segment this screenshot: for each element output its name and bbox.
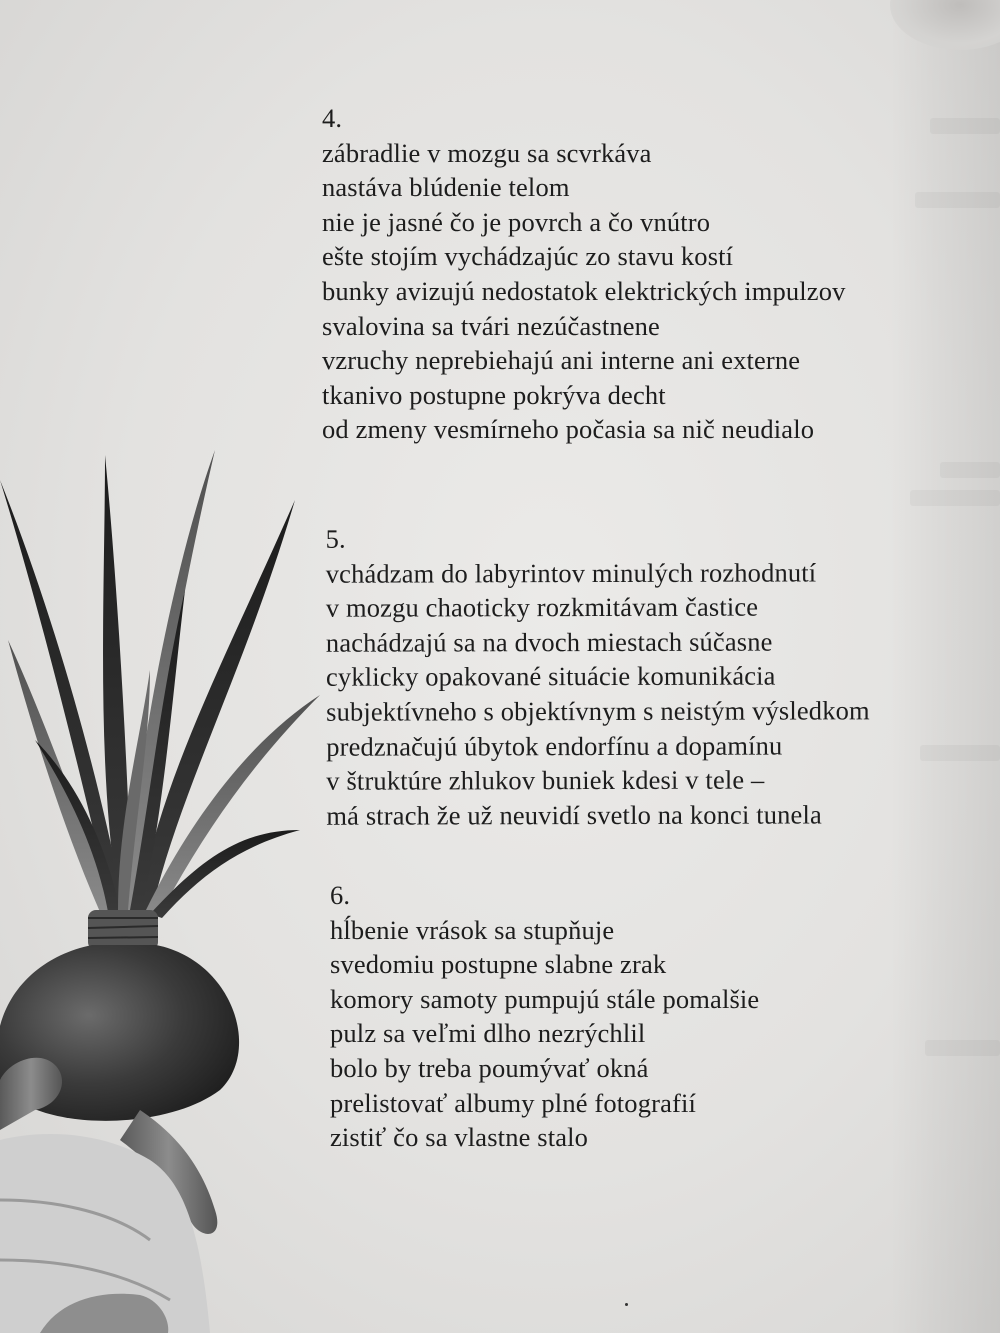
poem-line: komory samoty pumpujú stále pomalšie <box>330 983 760 1014</box>
poem-line: svalovina sa tvári nezúčastnene <box>322 310 660 341</box>
poem-line: subjektívneho s objektívnym s neistým výsledkom <box>326 695 870 727</box>
poem-line: v štruktúre zhlukov buniek kdesi v tele – <box>326 764 765 796</box>
poem-4 <box>322 101 846 447</box>
poem-line: bolo by treba poumývať okná <box>330 1052 649 1083</box>
poem-line: nachádzajú sa na dvoch miestach súčasne <box>325 626 773 658</box>
poem-6 <box>330 878 759 1155</box>
show-through-text <box>910 490 1000 506</box>
poem-line: svedomiu postupne slabne zrak <box>330 949 667 980</box>
show-through-text <box>925 1040 1000 1056</box>
poem-number: 4. <box>322 103 343 133</box>
show-through-text <box>940 462 1000 478</box>
poem-line: predznačujú úbytok endorfínu a dopamínu <box>326 730 783 762</box>
show-through-text <box>930 118 1000 134</box>
poem-line: ešte stojím vychádzajúc zo stavu kostí <box>322 241 734 272</box>
show-through-text <box>915 192 1000 208</box>
poem-number: 6. <box>330 880 351 910</box>
poem-line: nie je jasné čo je povrch a čo vnútro <box>322 206 711 237</box>
print-speck <box>625 1303 628 1306</box>
leaves <box>0 450 320 918</box>
poem-line: má strach že už neuvidí svetlo na konci tunela <box>326 799 822 831</box>
poem-line: vchádzam do labyrintov minulých rozhodnutí <box>325 557 817 589</box>
poem-line: bunky avizujú nedostatok elektrických impulzov <box>322 275 846 306</box>
poem-line: hĺbenie vrások sa stupňuje <box>330 914 615 945</box>
poem-line: pulz sa veľmi dlho nezrýchlil <box>330 1018 646 1049</box>
poem-number: 5. <box>325 523 346 554</box>
poem-line: v mozgu chaoticky rozkmitávam častice <box>325 591 759 623</box>
poem-line: tkanivo postupne pokrýva decht <box>322 379 666 410</box>
poem-line: vzruchy neprebiehajú ani interne ani externe <box>322 345 801 376</box>
show-through-text <box>920 745 1000 761</box>
poem-line: zistiť čo sa vlastne stalo <box>330 1122 589 1153</box>
poem-line: cyklicky opakované situácie komunikácia <box>325 660 776 693</box>
poem-5 <box>326 520 870 833</box>
poem-line: zábradlie v mozgu sa scvrkáva <box>322 137 652 168</box>
poem-line: prelistovať albumy plné fotografií <box>330 1087 696 1118</box>
poem-line: nastáva blúdenie telom <box>322 172 570 203</box>
plant-pot-illustration <box>0 440 330 1333</box>
poem-line: od zmeny vesmírneho počasia sa nič neudialo <box>322 414 815 445</box>
